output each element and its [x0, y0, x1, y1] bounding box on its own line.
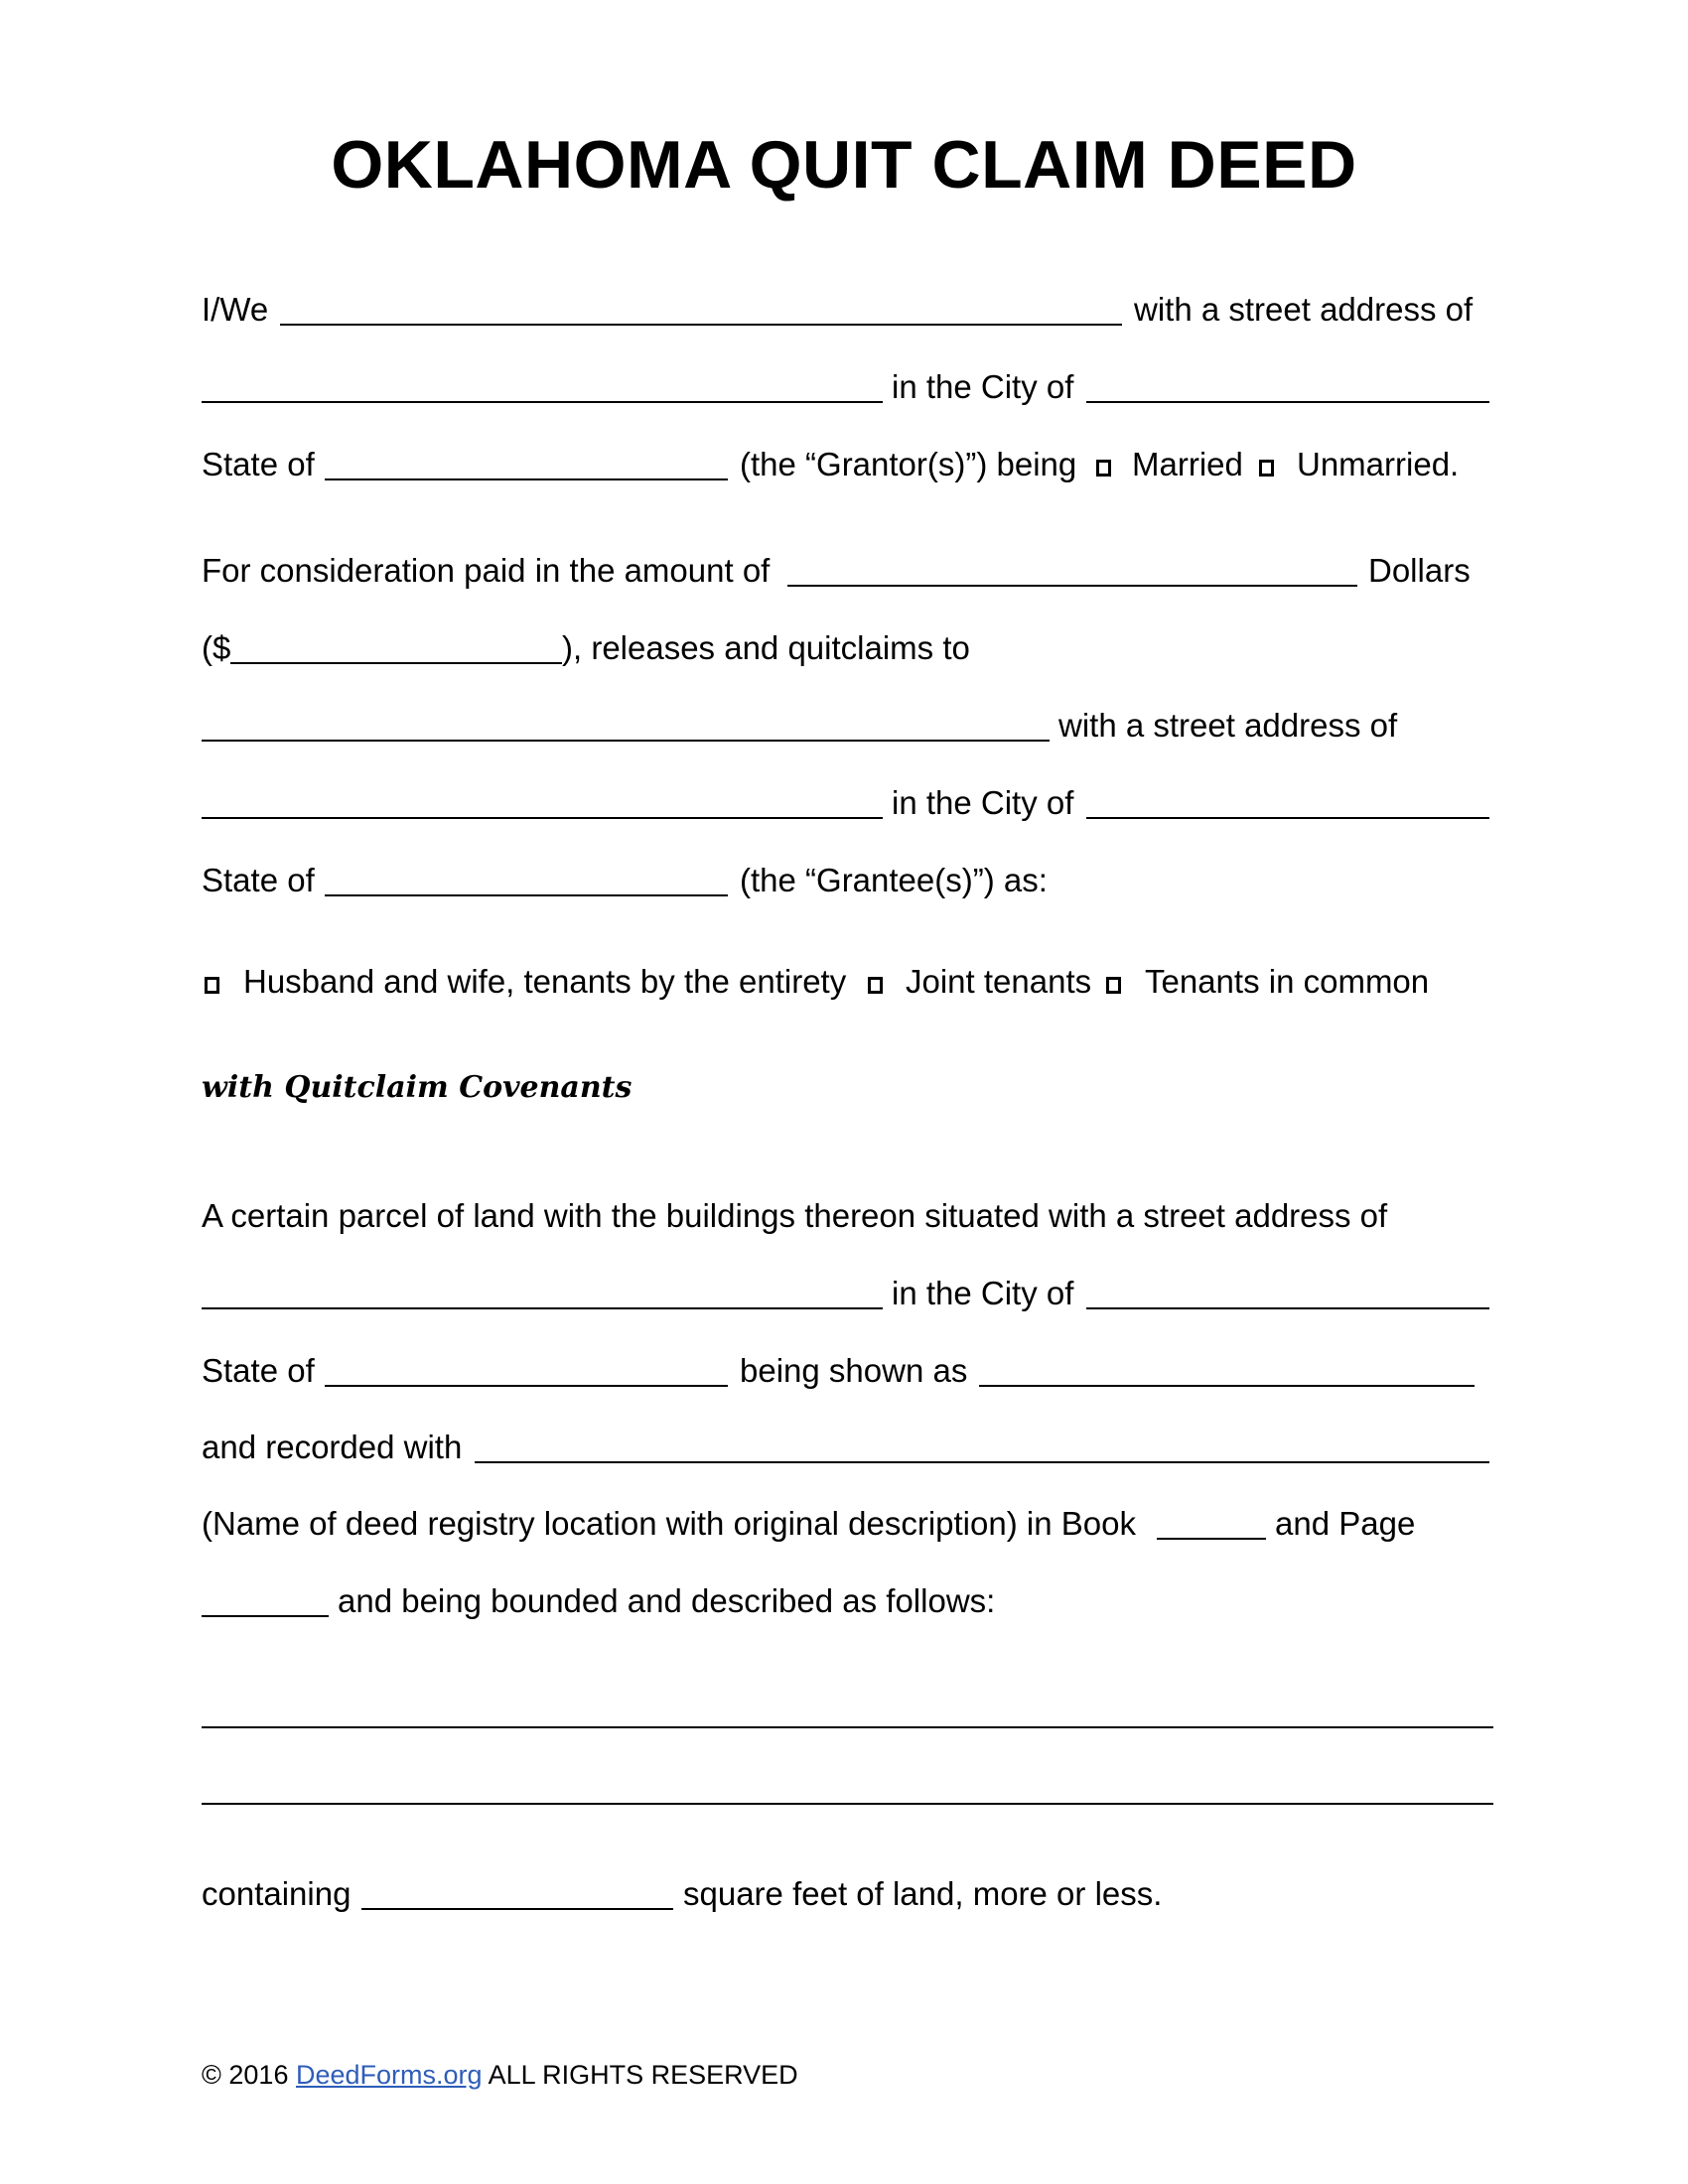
- parcel-state-line[interactable]: [325, 1385, 728, 1387]
- grantee-as-label: (the “Grantee(s)”) as:: [740, 862, 1048, 898]
- parcel-street-line[interactable]: [202, 1307, 883, 1309]
- bounded-row: [0, 1570, 1688, 1629]
- unmarried-label: Unmarried.: [1297, 446, 1460, 482]
- bounded-label: and being bounded and described as follows:: [338, 1582, 996, 1619]
- iwe-label: I/We: [202, 291, 269, 328]
- shown-as-line[interactable]: [979, 1385, 1475, 1387]
- grantor-street-line[interactable]: [202, 401, 883, 403]
- parcel-city-label: in the City of: [892, 1275, 1074, 1311]
- grantor-state-row: [0, 433, 1688, 492]
- recorded-with-line[interactable]: [475, 1461, 1489, 1463]
- grantor-city-line[interactable]: [1086, 401, 1489, 403]
- grantor-state-line[interactable]: [325, 478, 728, 480]
- parcel-state-row: [0, 1339, 1688, 1399]
- grantee-name-line[interactable]: [202, 740, 1050, 742]
- grantee-name-row: [0, 694, 1688, 753]
- recorded-label: and recorded with: [202, 1429, 463, 1465]
- tenants-common-label: Tenants in common: [1145, 963, 1430, 1000]
- containing-label: containing: [202, 1875, 352, 1912]
- parcel-city-line[interactable]: [1086, 1307, 1489, 1309]
- grantor-name-row: [0, 278, 1688, 338]
- joint-tenants-label: Joint tenants: [906, 963, 1092, 1000]
- tenancy-row: [0, 950, 1688, 1010]
- married-checkbox[interactable]: [1096, 460, 1111, 477]
- recorded-row: [0, 1416, 1688, 1475]
- copyright-text: © 2016: [202, 2060, 289, 2090]
- consideration-label: For consideration paid in the amount of: [202, 552, 771, 589]
- dollars-label: Dollars: [1368, 552, 1471, 589]
- grantor-street-label: with a street address of: [1134, 291, 1474, 328]
- married-label: Married: [1132, 446, 1243, 482]
- grantee-state-row: [0, 849, 1688, 908]
- consideration-row: [0, 539, 1688, 599]
- grantor-city-label: in the City of: [892, 368, 1074, 405]
- grantor-state-label: State of: [202, 446, 315, 482]
- description-line-2[interactable]: [202, 1803, 1493, 1805]
- grantor-city-row: [0, 355, 1688, 415]
- shown-as-label: being shown as: [740, 1352, 968, 1389]
- tenants-common-checkbox[interactable]: [1106, 977, 1121, 994]
- grantee-city-row: [0, 771, 1688, 831]
- grantor-being-label: (the “Grantor(s)”) being: [740, 446, 1077, 482]
- square-feet-label: square feet of land, more or less.: [683, 1875, 1163, 1912]
- grantee-street-label: with a street address of: [1058, 707, 1398, 744]
- covenants-row: [0, 1057, 1688, 1117]
- description-row-1: [0, 1681, 1688, 1740]
- parcel-state-label: State of: [202, 1352, 315, 1389]
- book-line[interactable]: [1157, 1538, 1266, 1540]
- footer: [202, 2062, 798, 2089]
- grantee-state-label: State of: [202, 862, 315, 898]
- grantee-street-line[interactable]: [202, 817, 883, 819]
- containing-row: [0, 1862, 1688, 1922]
- description-line-1[interactable]: [202, 1726, 1493, 1728]
- rights-text: ALL RIGHTS RESERVED: [488, 2060, 798, 2090]
- square-feet-line[interactable]: [361, 1908, 673, 1910]
- page-line[interactable]: [202, 1615, 329, 1617]
- description-row-2: [0, 1757, 1688, 1817]
- and-page-label: and Page: [1275, 1505, 1416, 1542]
- joint-tenants-checkbox[interactable]: [868, 977, 883, 994]
- dollar-amount-line[interactable]: [230, 662, 562, 664]
- husband-wife-checkbox[interactable]: [205, 977, 219, 994]
- grantee-city-line[interactable]: [1086, 817, 1489, 819]
- releases-label: ), releases and quitclaims to: [562, 629, 970, 666]
- grantor-name-line[interactable]: [280, 324, 1122, 326]
- husband-wife-label: Husband and wife, tenants by the entirety: [243, 963, 847, 1000]
- document-title: OKLAHOMA QUIT CLAIM DEED: [331, 127, 1357, 203]
- parcel-city-row: [0, 1262, 1688, 1321]
- registry-row: [0, 1492, 1688, 1552]
- dollar-amount-row: [0, 616, 1688, 676]
- grantee-city-label: in the City of: [892, 784, 1074, 821]
- deedforms-link[interactable]: DeedForms.org: [295, 2060, 483, 2090]
- registry-label: (Name of deed registry location with original description) in Book: [202, 1505, 1136, 1542]
- covenants-label: with Quitclaim Covenants: [202, 1070, 633, 1105]
- parcel-intro-row: [0, 1184, 1688, 1244]
- consideration-amount-line[interactable]: [787, 585, 1357, 587]
- unmarried-checkbox[interactable]: [1259, 460, 1274, 477]
- grantee-state-line[interactable]: [325, 894, 728, 896]
- dollar-open-label: ($: [202, 629, 231, 666]
- parcel-intro-label: A certain parcel of land with the buildings thereon situated with a street address of: [202, 1197, 1388, 1234]
